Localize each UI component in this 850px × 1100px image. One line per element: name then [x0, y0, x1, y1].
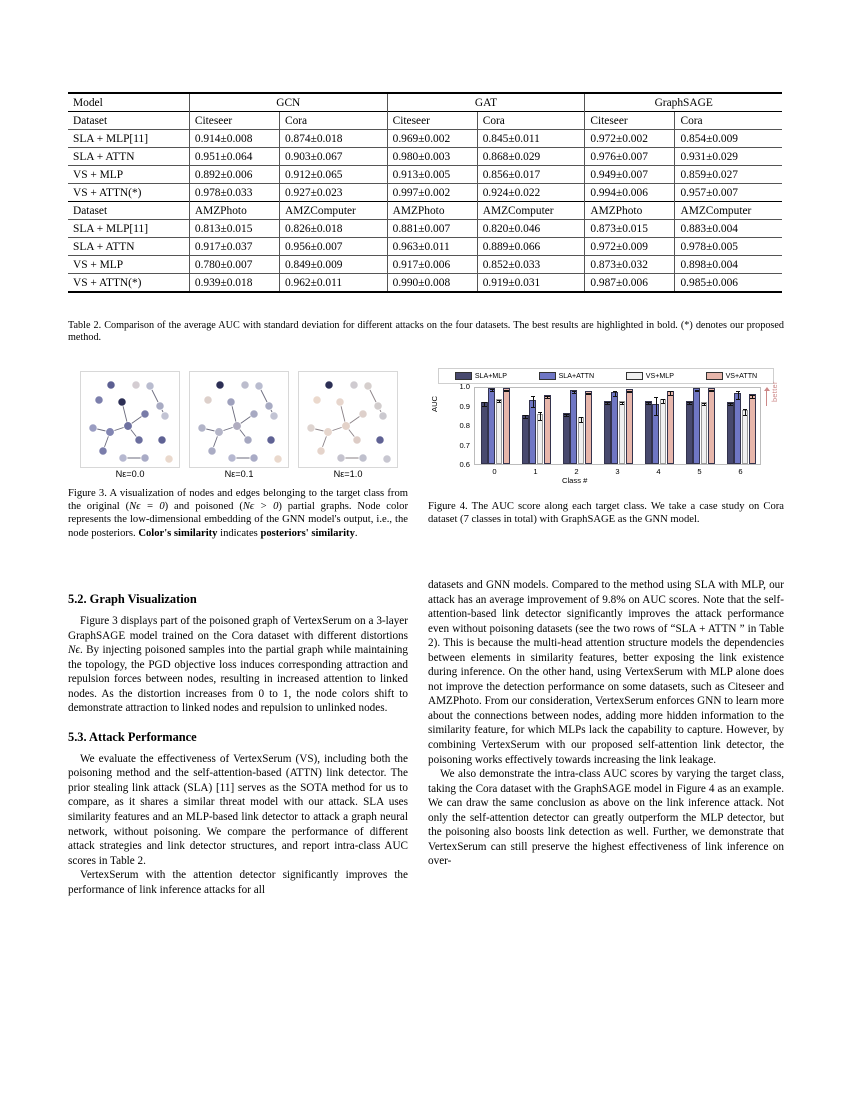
table-row [68, 238, 782, 256]
chart-error-cap [482, 406, 486, 407]
cell: 0.913±0.005 [387, 166, 477, 184]
cell: 0.956±0.007 [279, 238, 387, 256]
chart-error-bar [533, 396, 534, 407]
section-heading-52: 5.2. Graph Visualization [68, 592, 197, 606]
cell: 0.854±0.009 [675, 130, 782, 148]
header-model-gcn: GCN [189, 93, 387, 112]
chart-y-tick: 0.6 [459, 460, 470, 469]
table-row [68, 166, 782, 184]
cell: 0.873±0.032 [585, 256, 675, 274]
cell: 0.912±0.065 [279, 166, 387, 184]
chart-error-cap [646, 404, 650, 405]
chart-bar [604, 401, 611, 464]
fig3-cap-part3: ) partial graphs. Node color represents the low-dimensional embedding of the GNN model's output, i.e., the node posteriors. [68, 501, 409, 539]
fig3-cap-bold1: Color's similarity [138, 527, 218, 539]
chart-bar [578, 417, 585, 464]
chart-bar [481, 402, 488, 464]
chart-error-cap [482, 402, 486, 403]
block2-col-3: AMZPhoto [387, 202, 477, 220]
legend-swatch-icon [626, 372, 643, 380]
p52-math: Nϵ [68, 644, 80, 657]
chart-error-cap [743, 415, 747, 416]
cell: 0.820±0.046 [477, 220, 585, 238]
chart-x-tick: 4 [656, 467, 661, 476]
cell: 0.892±0.006 [189, 166, 279, 184]
chart-error-cap [613, 391, 617, 392]
chart-error-cap [627, 392, 631, 393]
legend-label: SLA+ATTN [558, 372, 595, 380]
right-column [428, 578, 784, 869]
cell: 0.859±0.027 [675, 166, 782, 184]
cell: 0.856±0.017 [477, 166, 585, 184]
chart-error-bar [540, 412, 541, 420]
chart-error-cap [709, 391, 713, 392]
figure3-panel-0 [80, 371, 180, 468]
chart-bar [626, 389, 633, 464]
cell: 0.980±0.003 [387, 148, 477, 166]
cell: 0.972±0.009 [585, 238, 675, 256]
cell: 0.874±0.018 [279, 130, 387, 148]
cell: 0.849±0.009 [279, 256, 387, 274]
cell: 0.927±0.023 [279, 184, 387, 202]
cell: 0.978±0.033 [189, 184, 279, 202]
cell: 0.826±0.018 [279, 220, 387, 238]
chart-error-cap [523, 418, 527, 419]
cell: 0.914±0.008 [189, 130, 279, 148]
chart-bar [503, 388, 510, 464]
chart-bar [660, 399, 667, 464]
chart-bar [585, 391, 592, 464]
cell: 0.813±0.015 [189, 220, 279, 238]
cell: 0.868±0.029 [477, 148, 585, 166]
chart-error-cap [750, 395, 754, 396]
cell: 0.780±0.007 [189, 256, 279, 274]
cell: 0.903±0.067 [279, 148, 387, 166]
legend-label: SLA+MLP [474, 372, 507, 380]
chart-bar [686, 401, 693, 464]
figure4-caption: Figure 4. The AUC score along each target class. We take a case study on Cora dataset (7 classes in total) with GraphSAGE as the GNN model. [428, 501, 784, 526]
chart-y-tick: 0.8 [459, 421, 470, 430]
header-model-graphsage: GraphSAGE [585, 93, 782, 112]
cell: 0.845±0.011 [477, 130, 585, 148]
block1-col-6: Cora [675, 112, 782, 130]
cell: 0.994±0.006 [585, 184, 675, 202]
figure3-panel-label-1: Nε=0.1 [224, 469, 254, 479]
block2-col-6: AMZComputer [675, 202, 782, 220]
table-caption: Table 2. Comparison of the average AUC with standard deviation for different attacks on the four datasets. The best results are highlighted in bold. (*) denotes our proposed method. [68, 320, 784, 344]
cell: 0.924±0.022 [477, 184, 585, 202]
fig3-cap-bold2: posteriors' similarity [260, 527, 355, 539]
paragraph-52-1 [68, 614, 408, 716]
chart-error-cap [702, 405, 706, 406]
chart-error-cap [531, 396, 535, 397]
figure3-panel-1 [189, 371, 289, 468]
table-row-best [68, 274, 782, 293]
table-row [68, 130, 782, 148]
chart-error-cap [579, 422, 583, 423]
chart-bar [563, 413, 570, 464]
cell: 0.949±0.007 [585, 166, 675, 184]
chart-error-cap [654, 415, 658, 416]
chart-error-cap [504, 391, 508, 392]
chart-bar [734, 393, 741, 464]
chart-error-cap [743, 409, 747, 410]
row-label: VS + MLP [68, 256, 189, 274]
legend-swatch-icon [706, 372, 723, 380]
paragraph-53-3: datasets and GNN models. Compared to the method using SLA with MLP, our attack has an average improvement of 9.8% on AUC scores. Note that the self-attention-based link detector significantly improves the attack performance even without poisoning datasets (see the two rows of “SLA + ATTN ” in Table 2). This is because the multi-head attention structure models the dependencies between elements in similarity features, better exposing the link existence during inference. On the other hand, using VertexSerum with MLP alone does not improve the detection performance on some datasets, such as Citeseer and AMZPhoto. From our consideration, VertexSerum enforces GNN to learn more about the connections between nodes, adding more hidden information to the similarity feature, for which MLPs lack the capability to capture. However, by combining VertexSerum with our proposed self-attention link detector, the poisoning works effectively towards increasing the link leakage. [428, 579, 784, 766]
cell: 0.931±0.029 [675, 148, 782, 166]
graph-plot-0 [81, 372, 179, 467]
legend-label: VS+MLP [645, 372, 674, 380]
chart-error-cap [695, 391, 699, 392]
chart-bar [693, 388, 700, 464]
block1-col-1: Citeseer [189, 112, 279, 130]
chart-error-cap [620, 404, 624, 405]
p52-a: Figure 3 displays part of the poisoned graph of VertexSerum on a 3-layer GraphSAGE model trained on the Cora dataset with different distortions [68, 615, 408, 642]
chart-x-axis-label: Class # [562, 476, 588, 485]
fig3-cap-math1: Nϵ = 0 [129, 501, 165, 513]
chart-error-cap [661, 403, 665, 404]
block2-col-2: AMZComputer [279, 202, 387, 220]
fig3-cap-part5: . [354, 527, 358, 539]
chart-x-tick: 5 [697, 467, 702, 476]
cell: 0.978±0.005 [675, 238, 782, 256]
better-annotation: better [770, 381, 779, 402]
chart-error-cap [613, 396, 617, 397]
paragraph-53-1: We evaluate the effectiveness of VertexSerum (VS), including both the poisoning method and the self-attention-based (ATTN) link detector. The prior stealing link attack (SLA) [11] serves as the SOTA method for us to compare, as it shares a similar threat model with our attack. SLA uses similarity features and an MLP-based link detector to attack a graph neural network, without poisoning. We compare the performance of different attack strategies and link detector structures, and report intra-class AUC scores in Table 2. [68, 752, 408, 867]
cell: 0.972±0.002 [585, 130, 675, 148]
table-group-header-row [68, 93, 782, 112]
chart-y-tick: 0.9 [459, 401, 470, 411]
table-row [68, 148, 782, 166]
cell: 0.939±0.018 [189, 274, 279, 293]
chart-bar [727, 402, 734, 464]
chart-error-cap [538, 420, 542, 421]
chart-bar [570, 390, 577, 464]
fig3-cap-part4: indicates [217, 527, 261, 539]
chart-error-cap [728, 405, 732, 406]
p52-b: . By injecting poisoned samples into the partial graph while maintaining the topology, the PGD objective loss induces corresponding attraction and repulsion forces between nodes, resulting in increased attention to linked nodes. As the distortion increases from 0 to 1, the node colors shift to demonstrate attraction to linked nodes and repulsion to unlinked nodes. [68, 644, 408, 715]
row-label: SLA + ATTN [68, 238, 189, 256]
chart-bar [537, 414, 544, 464]
chart-error-cap [572, 393, 576, 394]
cell: 0.917±0.006 [387, 256, 477, 274]
cell: 0.873±0.015 [585, 220, 675, 238]
block1-col-2: Cora [279, 112, 387, 130]
legend-item-3 [706, 372, 758, 380]
chart-error-cap [668, 395, 672, 396]
paragraph-53-2: VertexSerum with the attention detector significantly improves the performance of link inference attacks for all [68, 869, 408, 896]
figure3-caption [68, 487, 408, 540]
cell: 0.917±0.037 [189, 238, 279, 256]
block2-dataset-label: Dataset [68, 202, 189, 220]
block2-col-5: AMZPhoto [585, 202, 675, 220]
chart-bar [701, 402, 708, 464]
results-table [68, 92, 782, 293]
chart-error-cap [661, 399, 665, 400]
chart-error-cap [728, 403, 732, 404]
chart-x-tick: 3 [615, 467, 620, 476]
cell: 0.976±0.007 [585, 148, 675, 166]
results-table-body [68, 93, 782, 292]
cell: 0.990±0.008 [387, 274, 477, 293]
figure3 [74, 371, 404, 483]
better-arrow-icon [766, 390, 767, 406]
legend-label: VS+ATTN [725, 372, 758, 380]
section-spacer [68, 716, 408, 730]
chart-error-cap [646, 402, 650, 403]
graph-plot-2 [299, 372, 397, 467]
cell: 0.883±0.004 [675, 220, 782, 238]
table-row [68, 256, 782, 274]
chart-bar [496, 399, 503, 464]
figure3-panel-label-2: Nε=1.0 [333, 469, 363, 479]
row-label: SLA + MLP[11] [68, 130, 189, 148]
chart-bar [619, 401, 626, 464]
cell: 0.963±0.011 [387, 238, 477, 256]
section-heading-53: 5.3. Attack Performance [68, 729, 197, 744]
chart-bar [529, 400, 536, 464]
chart-x-tick: 6 [738, 467, 743, 476]
block2-col-4: AMZComputer [477, 202, 585, 220]
cell: 0.852±0.033 [477, 256, 585, 274]
legend-item-1 [539, 372, 595, 380]
chart-bar [749, 394, 756, 464]
chart-error-cap [523, 415, 527, 416]
chart-bar [611, 392, 618, 464]
chart-error-cap [620, 402, 624, 403]
fig3-cap-math2: Nϵ > 0 [242, 501, 279, 513]
row-label: VS + ATTN(*) [68, 274, 189, 293]
chart-error-cap [545, 396, 549, 397]
chart-error-cap [687, 402, 691, 403]
figure3-panel-2 [298, 371, 398, 468]
block2-col-1: AMZPhoto [189, 202, 279, 220]
legend-item-2 [626, 372, 674, 380]
graph-plot-1 [190, 372, 288, 467]
cell: 0.889±0.066 [477, 238, 585, 256]
block1-col-5: Citeseer [585, 112, 675, 130]
row-label: SLA + MLP[11] [68, 220, 189, 238]
paragraph-53-4: We also demonstrate the intra-class AUC scores by varying the target class, taking the Cora dataset with the GraphSAGE model in Figure 4 as an example. We can draw the same conclusion as above on the link inference attack. Not only the self-attention detector can greatly outperform the MLP detector, but the poisoning also boosts link detection as well. Further, we demonstrate that VertexSerum can still preserve the highest effectiveness of link inference on over- [428, 768, 784, 868]
chart-error-cap [668, 391, 672, 392]
fig3-cap-part1: Figure 3. A visualization of nodes and edges belonging to the target class from the original ( [68, 488, 408, 513]
block1-dataset-label: Dataset [68, 112, 189, 130]
results-table-container [68, 92, 782, 293]
chart-bar [488, 388, 495, 464]
legend-swatch-icon [539, 372, 556, 380]
cell: 0.962±0.011 [279, 274, 387, 293]
legend-swatch-icon [455, 372, 472, 380]
chart-y-tick: 1.0 [459, 382, 470, 391]
cell: 0.969±0.002 [387, 130, 477, 148]
cell: 0.985±0.006 [675, 274, 782, 293]
chart-x-tick: 1 [533, 467, 538, 476]
cell: 0.898±0.004 [675, 256, 782, 274]
chart-error-cap [490, 391, 494, 392]
chart-bar [742, 410, 749, 464]
table-block2-dataset-row [68, 202, 782, 220]
chart-bar [708, 388, 715, 464]
chart-plot-area [474, 387, 761, 465]
figure3-panel-label-0: Nε=0.0 [115, 469, 145, 479]
fig3-cap-part2: ) and poisoned ( [164, 501, 243, 513]
row-label: VS + ATTN(*) [68, 184, 189, 202]
chart-bar [544, 395, 551, 464]
chart-error-cap [572, 391, 576, 392]
cell: 0.997±0.002 [387, 184, 477, 202]
row-label: VS + MLP [68, 166, 189, 184]
row-label: SLA + ATTN [68, 148, 189, 166]
chart-legend [438, 368, 774, 384]
chart-error-cap [538, 412, 542, 413]
chart-error-cap [545, 398, 549, 399]
chart-error-cap [605, 404, 609, 405]
chart-error-cap [564, 416, 568, 417]
chart-error-cap [654, 397, 658, 398]
chart-error-bar [738, 391, 739, 399]
table-row-best [68, 184, 782, 202]
chart-bar [645, 401, 652, 464]
cell: 0.957±0.007 [675, 184, 782, 202]
cell: 0.881±0.007 [387, 220, 477, 238]
chart-error-cap [497, 402, 501, 403]
chart-bar [667, 391, 674, 464]
chart-error-cap [579, 417, 583, 418]
chart-error-bar [656, 397, 657, 414]
chart-bar [522, 415, 529, 464]
chart-error-cap [605, 402, 609, 403]
header-model: Model [68, 93, 189, 112]
table-block1-dataset-row [68, 112, 782, 130]
chart-x-tick: 2 [574, 467, 579, 476]
chart-error-cap [687, 404, 691, 405]
chart-error-cap [564, 414, 568, 415]
cell: 0.987±0.006 [585, 274, 675, 293]
header-model-gat: GAT [387, 93, 585, 112]
legend-item-0 [455, 372, 507, 380]
chart-error-cap [736, 399, 740, 400]
chart-y-tick: 0.7 [459, 440, 470, 450]
table-row [68, 220, 782, 238]
cell: 0.951±0.064 [189, 148, 279, 166]
left-column [68, 592, 408, 897]
block1-col-3: Citeseer [387, 112, 477, 130]
cell: 0.919±0.031 [477, 274, 585, 293]
chart-error-cap [736, 391, 740, 392]
chart-y-axis-label: AUC [430, 395, 439, 412]
chart-error-cap [531, 407, 535, 408]
block1-col-4: Cora [477, 112, 585, 130]
chart-error-cap [750, 398, 754, 399]
chart-x-tick: 0 [492, 467, 497, 476]
chart-error-cap [586, 394, 590, 395]
figure4-chart [432, 368, 784, 496]
